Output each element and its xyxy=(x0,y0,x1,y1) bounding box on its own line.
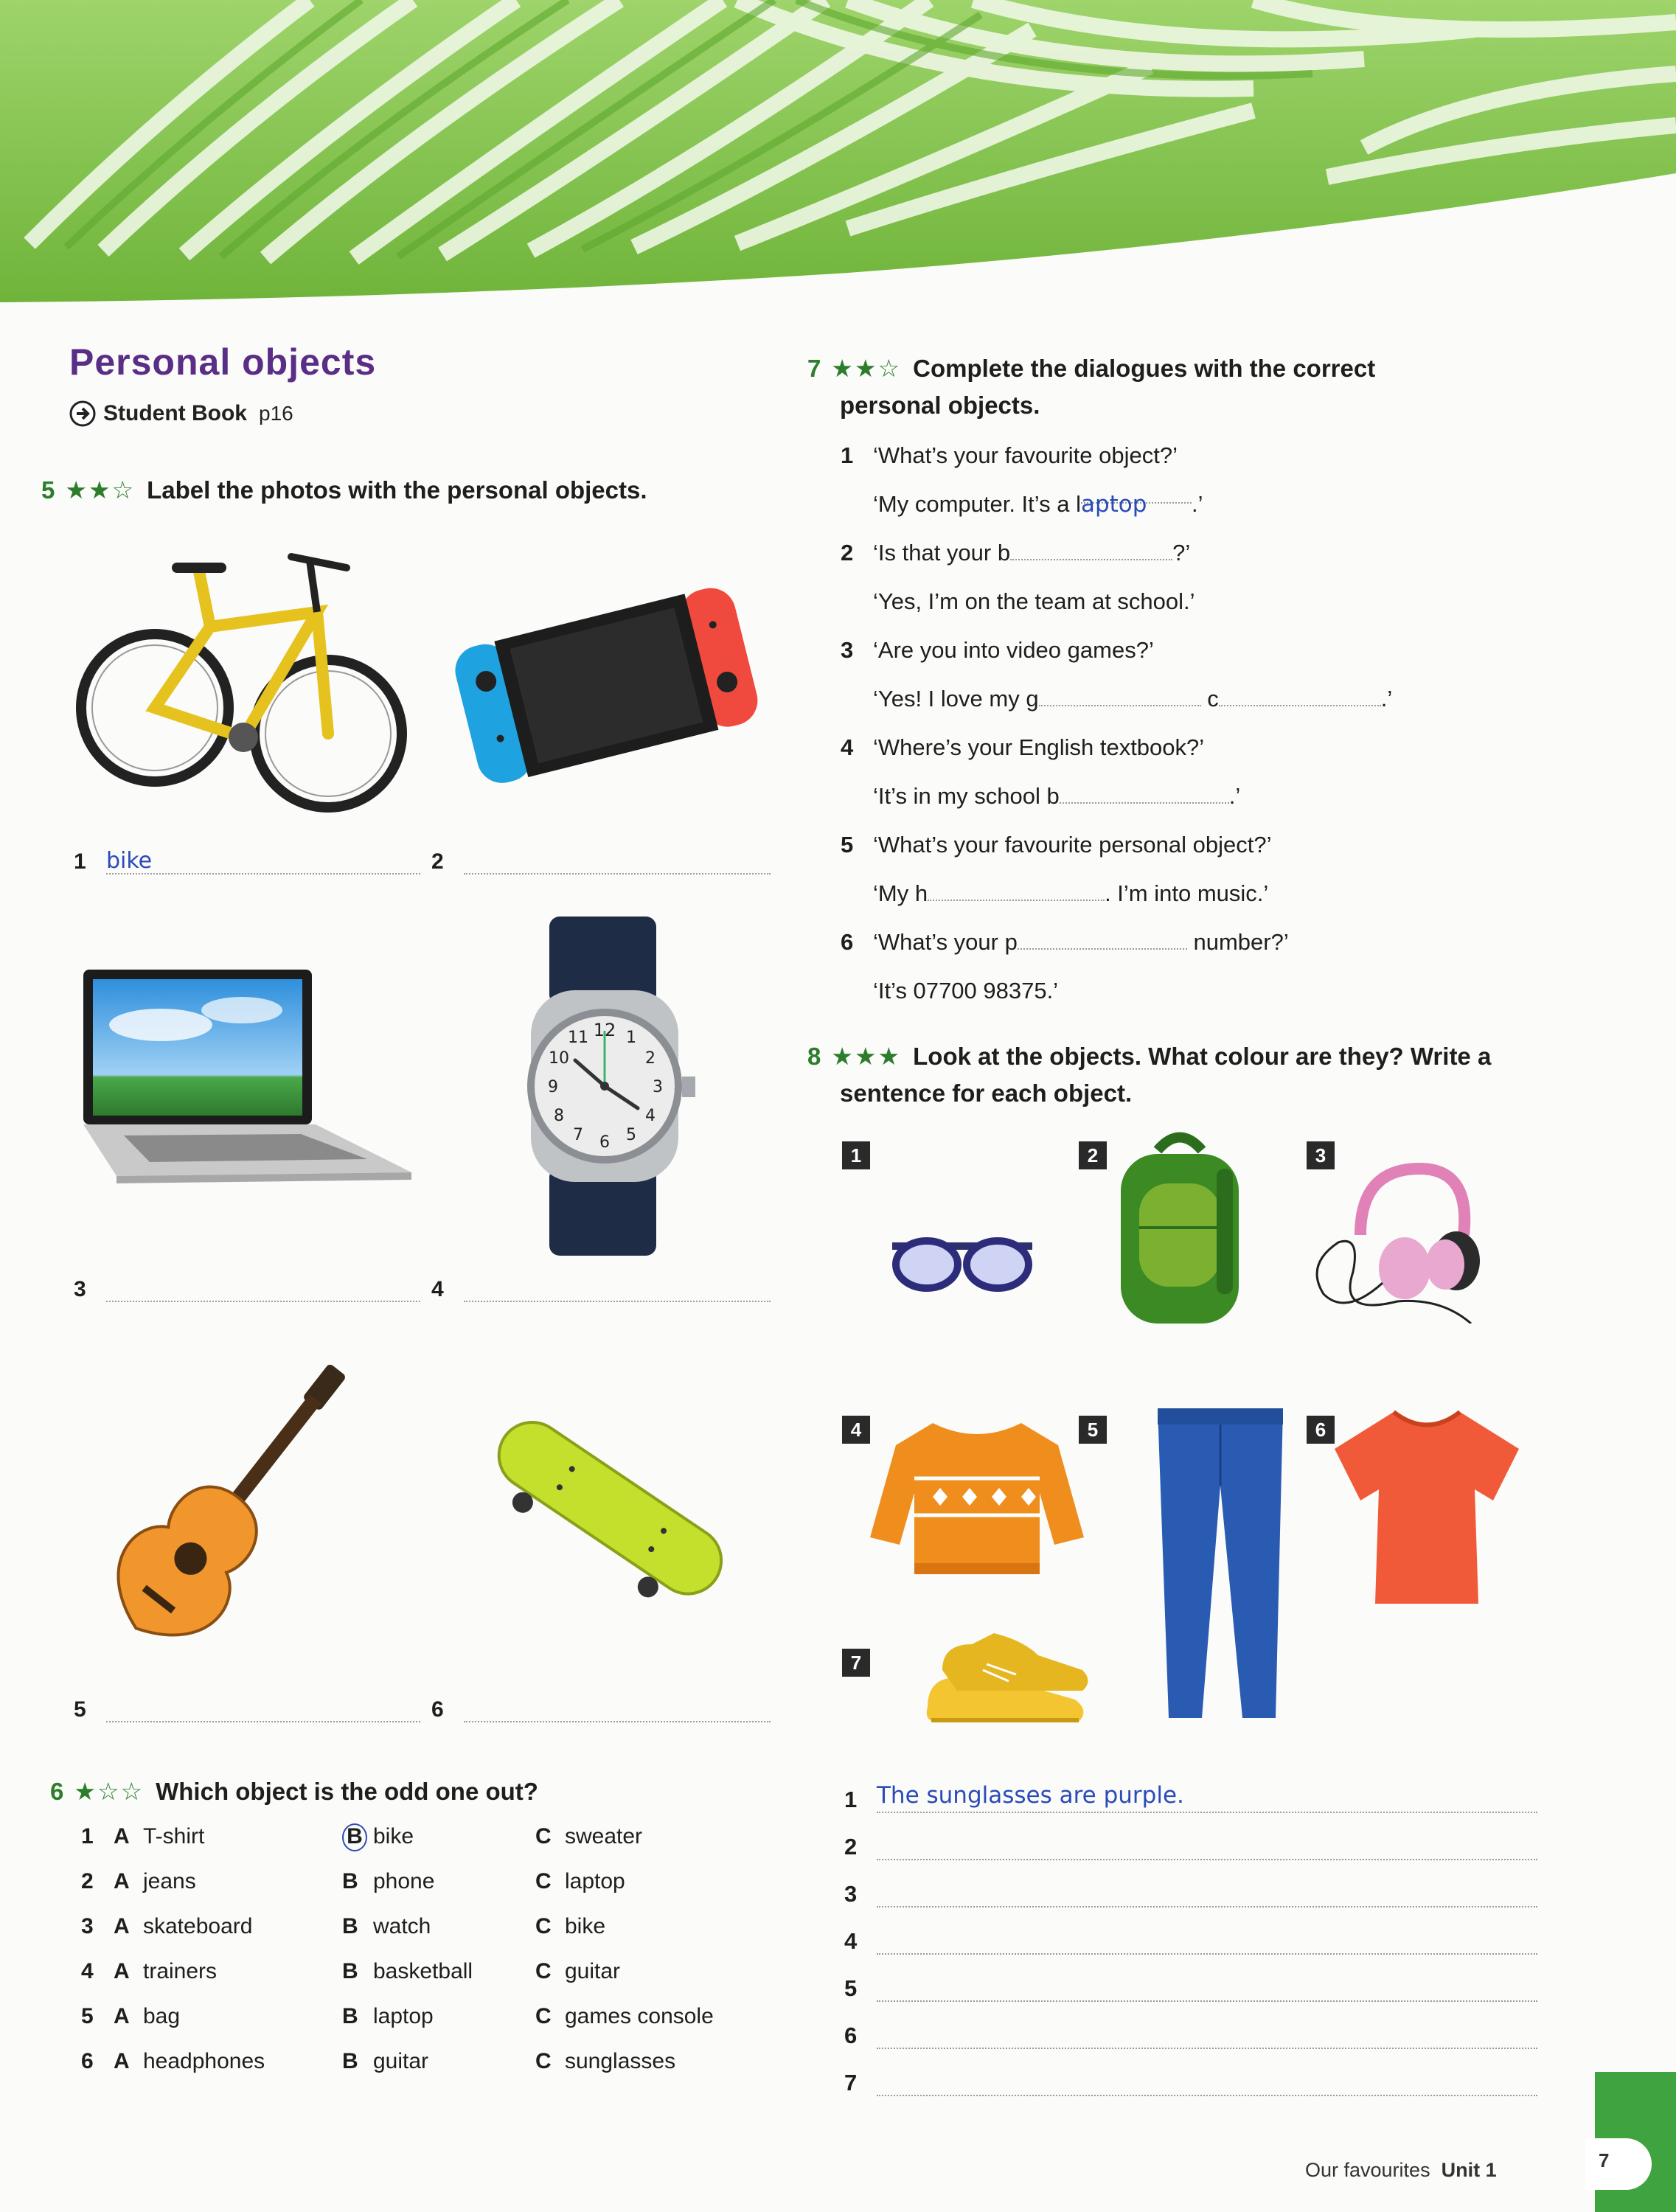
option-letter-a: A xyxy=(114,2004,130,2028)
watch-number: 8 xyxy=(554,1107,564,1125)
ex6-row-number: 2 xyxy=(81,1869,94,1893)
object-badge-4: 4 xyxy=(842,1416,870,1444)
headphones-image xyxy=(1301,1154,1486,1324)
option-letter-c: C xyxy=(535,1914,552,1938)
option-letter-a: A xyxy=(114,2049,130,2073)
ex7-dialogue-2-a: ‘Yes, I’m on the team at school.’ xyxy=(873,588,1195,614)
ex5-item-3[interactable] xyxy=(74,1276,420,1302)
ex8-line-1[interactable] xyxy=(844,1766,1537,1813)
watch-number: 2 xyxy=(645,1049,656,1068)
object-badge-1: 1 xyxy=(842,1141,870,1169)
watch-number: 5 xyxy=(626,1126,636,1144)
option-letter-b: B xyxy=(342,2049,358,2073)
ex7-dialogue-1-q xyxy=(841,431,1563,480)
option-letter-b: B xyxy=(342,2004,358,2028)
option-c[interactable]: sweater xyxy=(565,1824,643,1848)
ex5-answer-1[interactable]: bike xyxy=(106,848,420,874)
ex8-line-6[interactable] xyxy=(844,2002,1537,2049)
ex7-stars-icon: ★★☆ xyxy=(831,355,902,382)
backpack-image xyxy=(1106,1124,1253,1331)
option-letter-a: A xyxy=(114,1824,130,1848)
ex5-answer-5[interactable] xyxy=(106,1696,420,1722)
jeans-image xyxy=(1147,1405,1294,1722)
watch-number: 10 xyxy=(549,1049,569,1068)
option-a[interactable]: trainers xyxy=(143,1959,218,1983)
ex8-line-7[interactable] xyxy=(844,2049,1537,2096)
option-b[interactable]: guitar xyxy=(373,2049,429,2073)
ex8-instruction-line2: sentence for each object. xyxy=(840,1079,1133,1107)
watch-number: 7 xyxy=(573,1126,583,1144)
ex5-answer-6[interactable] xyxy=(464,1696,771,1722)
ex6-instruction: Which object is the odd one out? xyxy=(156,1778,538,1805)
ex7-question: ‘Where’s your English textbook?’ xyxy=(873,734,1205,760)
object-badge-3: 3 xyxy=(1307,1141,1335,1169)
object-badge-5: 5 xyxy=(1079,1416,1107,1444)
footer-unit-number: Unit 1 xyxy=(1441,2159,1497,2181)
games-console-image xyxy=(439,564,771,793)
ex6-row-number: 5 xyxy=(81,2004,94,2028)
ex7-answer-6-blank[interactable] xyxy=(1018,926,1187,950)
ex7-item-number: 2 xyxy=(841,540,854,566)
ex7-dialogue-1-a xyxy=(841,480,1563,529)
option-a[interactable]: headphones xyxy=(143,2049,265,2073)
section-title: Personal objects xyxy=(69,341,377,383)
ex6-row xyxy=(81,1994,714,2039)
t-shirt-image xyxy=(1331,1405,1523,1611)
ex8-answer-6[interactable] xyxy=(877,2018,1537,2049)
ex7-answer-text: .’ xyxy=(1380,686,1393,712)
ex5-item-number: 6 xyxy=(431,1697,444,1722)
ex7-question: ‘What’s your favourite object?’ xyxy=(873,442,1178,468)
option-c[interactable]: laptop xyxy=(565,1869,625,1893)
option-a[interactable]: jeans xyxy=(143,1869,196,1893)
ex8-line-5[interactable] xyxy=(844,1955,1537,2002)
trainers-image xyxy=(913,1626,1090,1736)
option-c[interactable]: bike xyxy=(565,1914,606,1938)
ex7-item-number: 6 xyxy=(841,929,854,955)
ex5-item-number: 2 xyxy=(431,849,444,874)
ex8-number: 8 xyxy=(807,1043,821,1070)
ex6-table xyxy=(81,1814,714,2084)
ex7-question: ?’ xyxy=(1172,540,1191,566)
ex8-answer-2[interactable] xyxy=(877,1829,1537,1860)
ex7-answer-text: ‘My h xyxy=(873,880,928,906)
ex7-dialogues xyxy=(841,431,1563,1015)
ex8-stars-icon: ★★★ xyxy=(831,1043,902,1070)
ex7-dialogue-4-q xyxy=(841,723,1563,772)
option-c[interactable]: games console xyxy=(565,2004,714,2028)
option-letter-b: B xyxy=(342,1914,358,1938)
ex5-stars-icon: ★★☆ xyxy=(65,476,136,504)
ex7-heading xyxy=(807,350,1574,424)
ex7-item-number: 5 xyxy=(841,832,854,858)
ex6-row-number: 3 xyxy=(81,1914,94,1938)
ex8-line-number: 2 xyxy=(844,1834,858,1860)
ex8-line-number: 5 xyxy=(844,1975,858,2001)
ex6-stars-icon: ★☆☆ xyxy=(74,1778,145,1805)
ex8-line-number: 7 xyxy=(844,2070,858,2096)
option-a[interactable]: skateboard xyxy=(143,1914,253,1938)
ex5-item-number: 1 xyxy=(74,849,86,874)
option-letter-b: B xyxy=(342,1869,358,1893)
ex6-number: 6 xyxy=(50,1778,64,1805)
ex7-answer-text: ‘My computer. It’s a l xyxy=(873,491,1081,517)
object-badge-2: 2 xyxy=(1079,1141,1107,1169)
ex7-dialogue-6-q xyxy=(841,918,1563,967)
footer xyxy=(1305,2159,1497,2182)
ex5-item-6[interactable] xyxy=(431,1696,771,1722)
option-b[interactable]: phone xyxy=(373,1869,435,1893)
ex8-heading xyxy=(807,1038,1589,1112)
ex7-question: number?’ xyxy=(1193,929,1289,955)
header-banner xyxy=(0,0,1676,310)
option-b[interactable]: basketball xyxy=(373,1959,473,1983)
ex7-question: ‘What’s your p xyxy=(873,929,1018,955)
ex7-dialogue-5-a xyxy=(841,869,1563,918)
watch-number: 6 xyxy=(599,1133,610,1152)
ex7-answer-text: .’ xyxy=(1228,783,1241,809)
option-letter-c: C xyxy=(535,2049,552,2073)
option-letter-c: C xyxy=(535,2004,552,2028)
ex7-instruction: Complete the dialogues with the correct xyxy=(913,355,1376,382)
selected-answer-circle[interactable]: B xyxy=(342,1823,367,1851)
ex5-item-number: 4 xyxy=(431,1277,444,1301)
ex5-answer-3[interactable] xyxy=(106,1276,420,1302)
page-number: 7 xyxy=(1599,2149,1610,2171)
ex7-question: ‘Are you into video games?’ xyxy=(873,637,1154,663)
ex6-row xyxy=(81,1949,714,1994)
ex7-answer-4-blank[interactable] xyxy=(1060,780,1229,804)
ex7-answer-1-blank[interactable]: aptop xyxy=(1081,480,1192,504)
ex6-row-number: 4 xyxy=(81,1959,94,1983)
ex7-answer-text: ‘Yes! I love my g xyxy=(873,686,1039,712)
watch-number: 11 xyxy=(568,1029,588,1047)
ex7-number: 7 xyxy=(807,355,821,382)
student-book-arrow-icon xyxy=(69,400,96,427)
ex7-answer-text: . I’m into music.’ xyxy=(1105,880,1269,906)
student-book-label: Student Book xyxy=(103,401,247,425)
sweater-image xyxy=(866,1412,1088,1582)
ex7-dialogue-2-q xyxy=(841,529,1563,577)
watch-image xyxy=(494,913,715,1259)
ex5-item-2[interactable] xyxy=(431,848,771,874)
option-letter-c: C xyxy=(535,1824,552,1848)
option-a[interactable]: T-shirt xyxy=(143,1824,205,1848)
ex8-line-number: 4 xyxy=(844,1928,858,1954)
watch-number: 4 xyxy=(645,1107,656,1125)
ex8-line-number: 1 xyxy=(844,1787,858,1812)
option-b[interactable]: watch xyxy=(373,1914,431,1938)
laptop-image xyxy=(80,966,419,1187)
option-letter-c: C xyxy=(535,1869,552,1893)
sunglasses-image xyxy=(889,1231,1036,1298)
ex8-line-4[interactable] xyxy=(844,1907,1537,1955)
ex7-answer-2-blank[interactable] xyxy=(1010,537,1172,560)
ex8-line-number: 6 xyxy=(844,2023,858,2048)
watch-number: 12 xyxy=(593,1020,616,1040)
ex6-row-number: 6 xyxy=(81,2049,94,2073)
ex6-heading xyxy=(50,1773,538,1810)
ex5-answer-4[interactable] xyxy=(464,1276,771,1302)
ex5-item-number: 3 xyxy=(74,1277,86,1301)
ex7-answer-text: c xyxy=(1207,686,1219,712)
bike-image xyxy=(74,527,428,815)
ex5-item-number: 5 xyxy=(74,1697,86,1722)
ex7-answer-text: .’ xyxy=(1191,491,1203,517)
ex7-item-number: 3 xyxy=(841,637,854,663)
ex6-row xyxy=(81,1859,714,1904)
ex5-heading xyxy=(41,472,647,509)
ex7-item-number: 4 xyxy=(841,734,854,760)
student-book-ref[interactable] xyxy=(69,400,293,427)
ex5-instruction: Label the photos with the personal objects. xyxy=(147,476,647,504)
ex7-dialogue-3-a xyxy=(841,675,1563,723)
option-letter-a: A xyxy=(114,1869,130,1893)
ex8-answer-4[interactable] xyxy=(877,1924,1537,1955)
ex8-answer-1[interactable]: The sunglasses are purple. xyxy=(877,1782,1537,1813)
option-letter-a: A xyxy=(114,1959,130,1983)
ex6-row xyxy=(81,1814,714,1859)
ex5-item-5[interactable] xyxy=(74,1696,420,1722)
object-badge-6: 6 xyxy=(1307,1416,1335,1444)
ex7-instruction-line2: personal objects. xyxy=(840,392,1040,419)
watch-number: 1 xyxy=(626,1029,636,1047)
option-b[interactable]: bike xyxy=(373,1824,414,1848)
ex6-row xyxy=(81,1904,714,1949)
ex7-answer-5-blank[interactable] xyxy=(928,877,1105,901)
ex6-row xyxy=(81,2039,714,2084)
ex7-answer-3a-blank[interactable] xyxy=(1039,683,1201,706)
option-letter-b: B xyxy=(342,1959,358,1983)
page-number-tab xyxy=(1585,2138,1652,2190)
ex7-answer-3b-blank[interactable] xyxy=(1219,683,1381,706)
ex7-dialogue-5-q xyxy=(841,821,1563,869)
ex8-line-3[interactable] xyxy=(844,1860,1537,1907)
ex8-line-number: 3 xyxy=(844,1881,858,1907)
skateboard-image xyxy=(446,1364,774,1652)
ex5-answer-2[interactable] xyxy=(464,848,771,874)
ex5-item-4[interactable] xyxy=(431,1276,771,1302)
student-book-page: p16 xyxy=(259,402,293,425)
option-b[interactable]: laptop xyxy=(373,2004,434,2028)
ex8-answer-3[interactable] xyxy=(877,1877,1537,1907)
ex8-line-2[interactable] xyxy=(844,1813,1537,1860)
object-badge-7: 7 xyxy=(842,1649,870,1677)
watch-number: 9 xyxy=(548,1078,558,1096)
ex7-dialogue-3-q xyxy=(841,626,1563,675)
ex7-dialogue-6-a: ‘It’s 07700 98375.’ xyxy=(873,978,1059,1004)
ex8-answer-5[interactable] xyxy=(877,1971,1537,2002)
ex8-instruction: Look at the objects. What colour are they? Write a xyxy=(913,1043,1492,1070)
ex7-question: ‘Is that your b xyxy=(873,540,1011,566)
ex7-question: ‘What’s your favourite personal object?’ xyxy=(873,832,1272,858)
ex8-answer-lines xyxy=(844,1766,1537,2096)
ex6-row-number: 1 xyxy=(81,1824,94,1848)
ex7-answer-text: ‘It’s in my school b xyxy=(873,783,1060,809)
ex7-item-number: 1 xyxy=(841,442,854,468)
footer-unit-title: Our favourites xyxy=(1305,2159,1430,2181)
ex7-dialogue-4-a xyxy=(841,772,1563,821)
ex8-answer-7[interactable] xyxy=(877,2065,1537,2096)
watch-number: 3 xyxy=(653,1078,663,1096)
option-c[interactable]: sunglasses xyxy=(565,2049,676,2073)
option-letter-a: A xyxy=(114,1914,130,1938)
ex5-item-1[interactable] xyxy=(74,848,420,874)
guitar-image xyxy=(81,1327,391,1674)
option-letter-c: C xyxy=(535,1959,552,1983)
ex5-number: 5 xyxy=(41,476,55,504)
option-a[interactable]: bag xyxy=(143,2004,181,2028)
option-c[interactable]: guitar xyxy=(565,1959,621,1983)
